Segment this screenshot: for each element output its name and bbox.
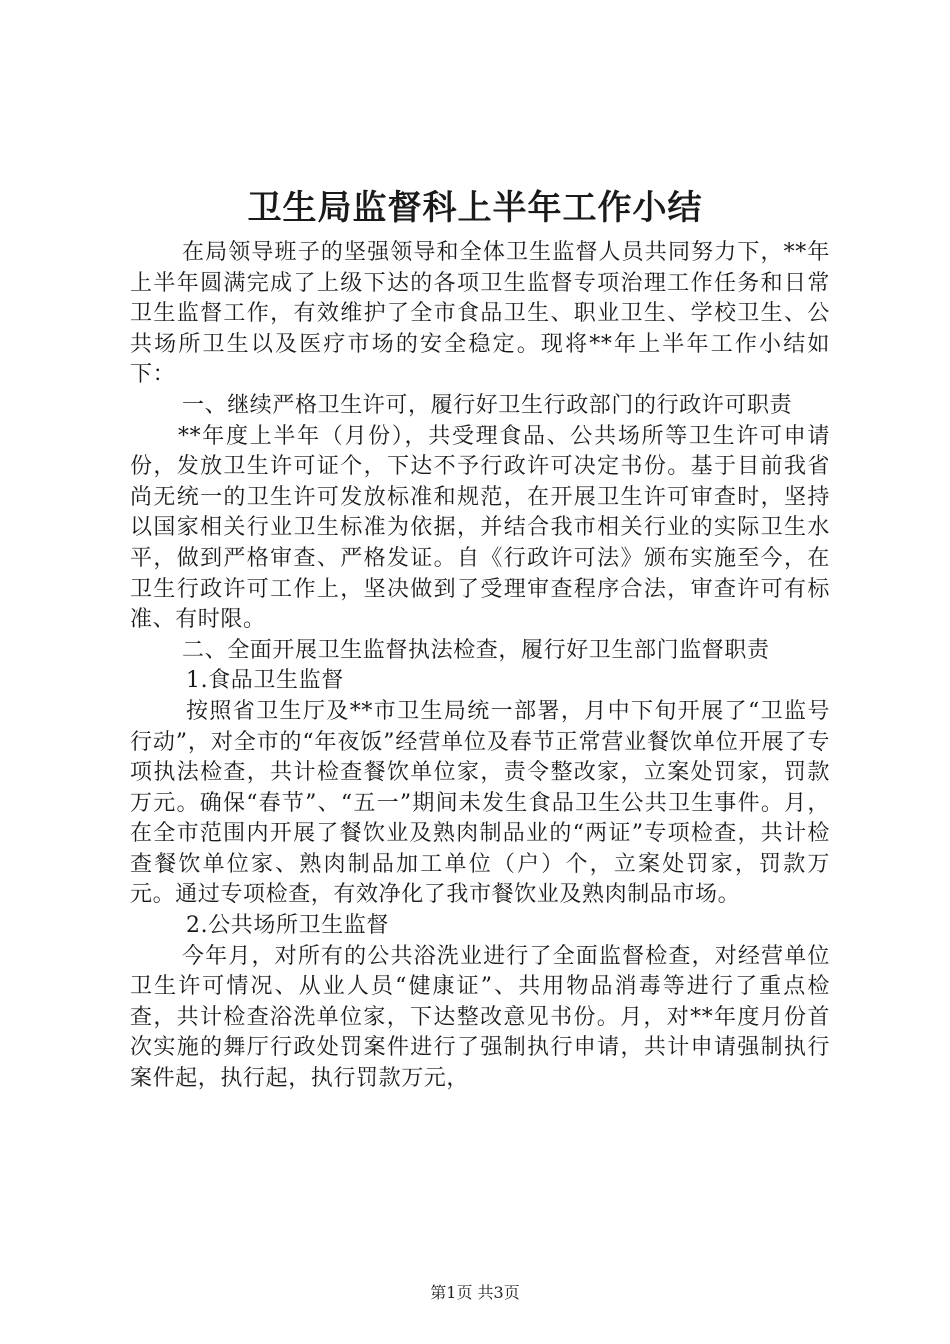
paragraph-intro: 在局领导班子的坚强领导和全体卫生监督人员共同努力下，**年上半年圆满完成了上级下达的各项卫生监督专项治理工作任务和日常卫生监督工作，有效维护了全市食品卫生、职业卫生、学校卫生、公共场所卫生以及医疗市场的安全稳定。现将**年上半年工作小结如下：	[130, 240, 830, 388]
page-number: 第1页 共3页	[430, 1283, 520, 1302]
paragraph-food-hygiene: 按照省卫生厅及**市卫生局统一部署，月中下旬开展了“卫监号行动”，对全市的“年夜饭”经营单位及春节正常营业餐饮单位开展了专项执法检查，共计检查餐饮单位家，责令整改家，立案处罚家，罚款万元。确保“春节”、“五一”期间未发生食品卫生公共卫生事件。月，在全市范围内开展了餐饮业及熟肉制品业的“两证”专项检查，共计检查餐饮单位家、熟肉制品加工单位（户）个，立案处罚家，罚款万元。通过专项检查，有效净化了我市餐饮业及熟肉制品市场。	[130, 698, 830, 908]
subheading-food-hygiene: 1.食品卫生监督	[186, 668, 344, 694]
document-title: 卫生局监督科上半年工作小结	[247, 188, 703, 228]
document-body	[130, 238, 830, 1095]
paragraph-public-places: 今年月，对所有的公共浴洗业进行了全面监督检查，对经营单位卫生许可情况、从业人员“健康证”、共用物品消毒等进行了重点检查，共计检查浴洗单位家，下达整改意见书份。月，对**年度月份首次实施的舞厅行政处罚案件进行了强制执行申请，共计申请强制执行案件起，执行起，执行罚款万元，	[130, 943, 830, 1092]
paragraph-permits: **年度上半年（月份），共受理食品、公共场所等卫生许可申请份，发放卫生许可证个，下达不予行政许可决定书份。基于目前我省尚无统一的卫生许可发放标准和规范，在开展卫生许可审查时，坚持以国家相关行业卫生标准为依据，并结合我市相关行业的实际卫生水平，做到严格审查、严格发证。自《行政许可法》颁布实施至今，在卫生行政许可工作上，坚决做到了受理审查程序合法，审查许可有标准、有时限。	[130, 423, 830, 633]
section-heading-2: 二、全面开展卫生监督执法检查，履行好卫生部门监督职责	[182, 637, 770, 663]
section-heading-1: 一、继续严格卫生许可，履行好卫生行政部门的行政许可职责	[182, 392, 793, 418]
subheading-public-places: 2.公共场所卫生监督	[186, 913, 389, 939]
